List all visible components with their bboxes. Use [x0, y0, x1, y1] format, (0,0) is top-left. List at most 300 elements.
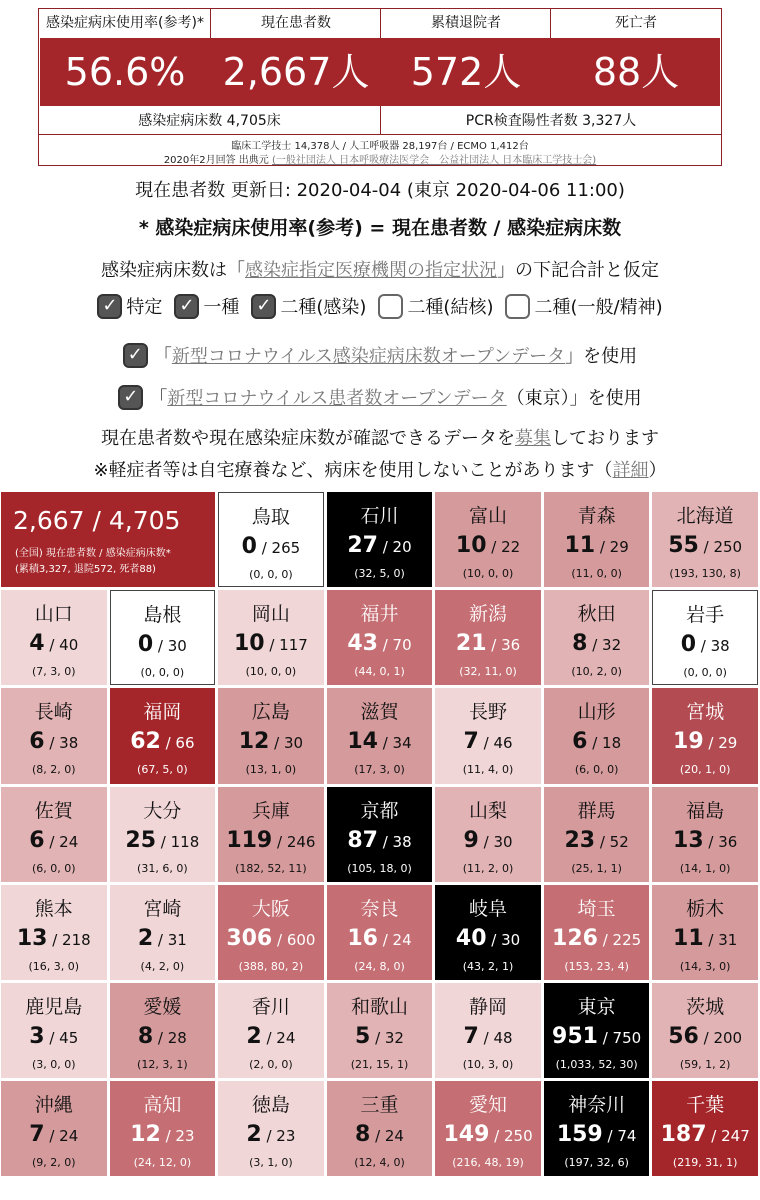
prefecture-tile[interactable]	[218, 983, 324, 1078]
checkbox-label: 一種	[203, 297, 240, 318]
basis-prefix: 感染症病床数は「	[101, 260, 245, 281]
cumulative-discharged-deaths: (193, 130, 8)	[669, 567, 741, 580]
patients-over-beds	[544, 926, 650, 951]
prefecture-name: 熊本	[34, 897, 73, 920]
prefecture-tile[interactable]	[110, 1081, 216, 1176]
prefecture-name: 栃木	[686, 897, 725, 920]
cumulative-discharged-deaths: (6, 0, 0)	[31, 861, 76, 875]
prefecture-name: 北海道	[676, 505, 734, 527]
cumulative-discharged-deaths: (31, 6, 0)	[137, 861, 188, 875]
bed-count: / 30	[478, 832, 513, 851]
patients-over-beds	[327, 926, 433, 951]
patient-opendata-link[interactable]: 新型コロナウイルス患者数オープンデータ	[167, 388, 507, 409]
checkbox-checked-icon[interactable]: ✓	[251, 294, 276, 319]
checkbox-nishu-ippan[interactable]	[505, 293, 662, 319]
current-patients: 10	[455, 533, 487, 558]
bed-count: / 24	[44, 832, 79, 851]
bed-count: / 118	[156, 832, 200, 851]
usage-suffix: 」を使用	[565, 346, 638, 367]
patients-over-beds	[652, 1024, 758, 1049]
checkbox-checked-icon[interactable]: ✓	[174, 294, 199, 319]
home-care-note	[0, 456, 760, 482]
prefecture-tile[interactable]	[435, 492, 541, 587]
prefecture-tile[interactable]	[652, 885, 758, 980]
discharged-value: 572人	[410, 50, 522, 94]
cumulative-discharged-deaths: (32, 11, 0)	[459, 665, 517, 679]
cumulative-discharged-deaths: (0, 0, 0)	[140, 666, 185, 680]
patients-over-beds	[1, 828, 107, 853]
bed-count: / 225	[597, 930, 642, 949]
divider	[39, 134, 721, 135]
current-patients: 149	[443, 1122, 490, 1148]
prefecture-tile[interactable]	[110, 688, 216, 783]
prefecture-tile[interactable]	[327, 787, 433, 882]
divider	[380, 9, 381, 38]
prefecture-tile[interactable]	[435, 885, 541, 980]
prefecture-name: 山梨	[469, 799, 508, 822]
note-suffix: ）	[648, 460, 667, 481]
cumulative-discharged-deaths: (10, 0, 0)	[462, 567, 514, 580]
prefecture-tile[interactable]	[652, 688, 758, 783]
prefecture-tile[interactable]	[544, 885, 650, 980]
patients-over-beds	[435, 828, 541, 853]
patients-over-beds	[110, 1122, 216, 1147]
patients-over-beds	[544, 631, 650, 656]
prefecture-tile[interactable]	[435, 590, 541, 685]
prefecture-tile[interactable]	[435, 688, 541, 783]
patients-over-beds	[327, 1122, 433, 1147]
occupancy-rate-value: 56.6%	[64, 50, 186, 94]
current-patients: 40	[455, 925, 487, 951]
cumulative-discharged-deaths: (11, 2, 0)	[462, 861, 514, 875]
cumulative-discharged-deaths: (9, 2, 0)	[31, 1156, 76, 1170]
cumulative-discharged-deaths: (67, 5, 0)	[137, 763, 188, 777]
current-patients-header: 現在患者数	[211, 10, 381, 36]
current-patients: 9	[463, 827, 479, 853]
usage-suffix: （東京）」を使用	[506, 388, 642, 409]
patients-over-beds	[435, 631, 541, 656]
prefecture-name: 静岡	[469, 996, 508, 1018]
bed-count: / 218	[47, 930, 91, 949]
prefecture-name: 佐賀	[34, 799, 73, 822]
prefecture-name: 島根	[143, 604, 182, 627]
bed-count: / 23	[261, 1127, 296, 1146]
patients-over-beds	[327, 1024, 433, 1049]
prefecture-name: 東京	[577, 996, 616, 1018]
cumulative-discharged-deaths: (0, 0, 0)	[683, 666, 727, 680]
prefecture-name: 千葉	[686, 1094, 725, 1117]
bed-count: / 750	[597, 1029, 642, 1047]
prefecture-tile[interactable]	[218, 787, 324, 882]
patients-over-beds	[218, 1122, 324, 1147]
prefecture-tile[interactable]	[218, 885, 324, 980]
bed-count: / 36	[486, 636, 521, 655]
prefecture-tile[interactable]	[110, 983, 216, 1078]
patients-over-beds	[218, 828, 324, 853]
bed-count: / 30	[153, 637, 187, 656]
current-patients: 8	[572, 631, 588, 657]
current-patients: 951	[552, 1024, 598, 1049]
cumulative-discharged-deaths: (219, 31, 1)	[672, 1156, 738, 1170]
bed-count: / 24	[377, 930, 412, 949]
prefecture-name: 沖縄	[34, 1094, 73, 1117]
prefecture-name: 岐阜	[469, 897, 508, 920]
checkbox-checked-icon[interactable]: ✓	[118, 385, 143, 410]
prefecture-tile[interactable]	[652, 492, 758, 587]
occupancy-rate-header: 感染症病床使用率(参考)*	[39, 10, 211, 36]
prefecture-tile[interactable]	[435, 787, 541, 882]
patients-over-beds	[544, 729, 650, 754]
patients-over-beds	[110, 926, 216, 951]
prefecture-tile[interactable]	[110, 885, 216, 980]
bed-count: / 247	[706, 1127, 750, 1146]
prefecture-name: 埼玉	[577, 897, 616, 920]
current-patients: 4	[29, 631, 45, 657]
national-caption: (全国) 現在患者数 / 感染症病床数*	[15, 548, 171, 559]
cumulative-discharged-deaths: (44, 0, 1)	[354, 665, 405, 679]
current-patients: 6	[572, 729, 588, 755]
cumulative-discharged-deaths: (197, 32, 6)	[564, 1156, 629, 1170]
prefecture-tile[interactable]	[327, 688, 433, 783]
bed-count: / 36	[703, 832, 738, 851]
bed-count: / 48	[478, 1029, 513, 1047]
prefecture-name: 秋田	[577, 603, 616, 626]
current-patients: 126	[552, 925, 598, 951]
prefecture-tile[interactable]	[218, 688, 324, 783]
bed-type-checkboxes	[0, 289, 760, 323]
summary-values-band	[40, 38, 720, 106]
patients-over-beds	[1, 1122, 107, 1147]
basis-suffix: 」の下記合計と仮定	[497, 260, 659, 281]
current-patients: 6	[29, 827, 45, 853]
current-patients: 0	[680, 632, 696, 658]
prefecture-tile[interactable]	[1, 688, 107, 783]
prefecture-name: 福岡	[143, 701, 182, 724]
cumulative-discharged-deaths: (32, 5, 0)	[354, 567, 405, 580]
prefecture-tile[interactable]	[327, 590, 433, 685]
prefecture-name: 大分	[143, 799, 182, 822]
bed-count: / 23	[160, 1127, 195, 1146]
cumulative-discharged-deaths: (14, 3, 0)	[679, 959, 731, 973]
cumulative-discharged-deaths: (17, 3, 0)	[354, 763, 405, 777]
prefecture-tile[interactable]	[218, 492, 324, 587]
cumulative-discharged-deaths: (216, 48, 19)	[452, 1156, 524, 1170]
patients-over-beds	[544, 533, 650, 558]
national-totals: (累積3,327, 退院572, 死者88)	[15, 564, 156, 575]
checkbox-checked-icon[interactable]: ✓	[123, 343, 148, 368]
patients-over-beds	[218, 1024, 324, 1049]
patients-over-beds	[327, 828, 433, 853]
cumulative-discharged-deaths: (105, 18, 0)	[347, 861, 412, 875]
bed-basis-note	[0, 256, 760, 282]
current-patients: 0	[137, 632, 154, 658]
current-patients: 13	[16, 925, 48, 951]
current-patients: 2	[246, 1024, 262, 1049]
checkbox-unchecked-icon[interactable]	[505, 294, 530, 319]
current-patients: 55	[668, 533, 699, 558]
patients-over-beds	[435, 1024, 541, 1049]
formula-note: * 感染症病床使用率(参考) = 現在患者数 / 感染症病床数	[138, 217, 622, 239]
bed-count: / 18	[587, 734, 622, 753]
prefecture-name: 長崎	[34, 701, 73, 724]
prefecture-name: 長野	[469, 701, 508, 724]
bed-count: / 24	[261, 1029, 296, 1047]
bed-count: / 250	[489, 1127, 533, 1146]
bed-count: / 38	[696, 637, 730, 656]
prefecture-name: 兵庫	[251, 799, 290, 822]
current-patients: 306	[226, 925, 273, 951]
current-patients: 7	[463, 729, 479, 755]
national-ratio: 2,667 / 4,705	[13, 506, 181, 535]
prefecture-name: 高知	[143, 1094, 182, 1117]
checkbox-label: 二種(一般/精神)	[534, 297, 663, 318]
current-patients: 12	[238, 729, 270, 755]
checkbox-nishu-kekkaku[interactable]	[378, 293, 493, 319]
patients-over-beds	[327, 533, 433, 558]
designation-status-link[interactable]: 感染症指定医療機関の指定状況	[245, 260, 497, 281]
bed-count: / 38	[44, 734, 79, 753]
bed-opendata-link[interactable]: 新型コロナウイルス感染症病床数オープンデータ	[171, 346, 566, 367]
bed-count: / 32	[587, 636, 622, 655]
prefecture-tile[interactable]	[544, 983, 650, 1078]
cumulative-discharged-deaths: (12, 3, 1)	[137, 1058, 188, 1071]
checkbox-label: 二種(感染)	[280, 297, 367, 318]
details-link[interactable]: 詳細	[612, 460, 649, 481]
bed-count: / 31	[153, 930, 187, 949]
discharged-header: 累積退院者	[381, 10, 551, 36]
prefecture-name: 宮城	[686, 701, 725, 724]
prefecture-tile[interactable]	[1, 1081, 107, 1176]
patients-over-beds	[544, 828, 650, 853]
current-patients: 25	[125, 827, 157, 853]
recruit-link[interactable]: 募集	[515, 428, 551, 449]
prefecture-tile[interactable]	[218, 1081, 324, 1176]
prefecture-name: 山口	[34, 603, 73, 626]
bed-count: / 30	[486, 930, 521, 949]
prefecture-name: 香川	[251, 996, 290, 1018]
national-summary-tile[interactable]	[1, 492, 215, 587]
summary-panel	[38, 8, 722, 166]
prefecture-name: 広島	[251, 701, 290, 724]
current-patients: 62	[130, 729, 161, 755]
prefecture-tile[interactable]	[327, 885, 433, 980]
deaths-header: 死亡者	[551, 10, 721, 36]
deaths-value: 88人	[592, 50, 680, 94]
bracket-open: 「	[153, 346, 172, 367]
bed-count: / 45	[44, 1029, 79, 1047]
current-patients: 8	[354, 1122, 371, 1148]
source-prefix: 2020年2月回答 出典元	[163, 155, 269, 166]
prefecture-tile[interactable]	[544, 590, 650, 685]
prefecture-tile[interactable]	[544, 492, 650, 587]
patients-over-beds	[218, 926, 324, 951]
bed-count: / 22	[486, 538, 521, 556]
bed-count: / 250	[698, 538, 743, 556]
prefecture-tile[interactable]	[1, 885, 107, 980]
cumulative-discharged-deaths: (7, 3, 0)	[31, 665, 76, 679]
checkbox-isshu[interactable]	[174, 293, 239, 319]
prefecture-tile[interactable]	[435, 983, 541, 1078]
recruit-suffix: しております	[551, 428, 659, 449]
prefecture-tile[interactable]	[1, 787, 107, 882]
current-patients: 2	[137, 925, 154, 951]
cumulative-discharged-deaths: (20, 1, 0)	[679, 763, 731, 777]
bed-count: / 30	[269, 734, 304, 753]
cumulative-discharged-deaths: (24, 12, 0)	[133, 1156, 192, 1170]
bracket-open: 「	[149, 388, 168, 409]
cumulative-discharged-deaths: (153, 23, 4)	[564, 959, 629, 973]
prefecture-name: 富山	[469, 505, 508, 527]
cumulative-discharged-deaths: (10, 0, 0)	[245, 665, 297, 679]
cumulative-discharged-deaths: (3, 0, 0)	[31, 1058, 76, 1071]
bed-count: / 24	[44, 1127, 79, 1146]
current-patients: 14	[347, 729, 378, 755]
patients-over-beds	[435, 1122, 541, 1147]
patients-over-beds	[652, 533, 758, 558]
pcr-positive-total: PCR検査陽性者数 3,327人	[465, 113, 637, 129]
patients-over-beds	[652, 1122, 758, 1147]
cumulative-discharged-deaths: (21, 15, 1)	[350, 1058, 409, 1071]
cumulative-discharged-deaths: (13, 1, 0)	[245, 763, 297, 777]
bed-count: / 600	[272, 930, 316, 949]
usage-text	[154, 342, 637, 368]
current-patients: 2	[246, 1122, 262, 1148]
bed-count: / 70	[377, 636, 412, 655]
current-patients: 56	[668, 1024, 699, 1049]
patients-over-beds	[652, 729, 758, 754]
cumulative-discharged-deaths: (11, 4, 0)	[462, 763, 514, 777]
note-prefix: ※軽症者等は自宅療養など、病床を使用しないことがあります（	[93, 460, 613, 481]
prefecture-tile[interactable]	[544, 688, 650, 783]
prefecture-tile[interactable]	[110, 590, 216, 685]
cumulative-discharged-deaths: (59, 1, 2)	[679, 1058, 731, 1071]
current-patients: 87	[347, 827, 378, 853]
patients-over-beds	[219, 534, 323, 559]
cumulative-discharged-deaths: (4, 2, 0)	[140, 959, 185, 973]
prefecture-name: 山形	[577, 701, 616, 724]
bed-opendata-option	[0, 342, 760, 368]
current-patients-value: 2,667人	[222, 50, 370, 94]
prefecture-name: 福島	[686, 799, 725, 822]
update-date: 現在患者数 更新日: 2020-04-04 (東京 2020-04-06 11:00)	[135, 180, 625, 201]
prefecture-name: 愛知	[469, 1094, 508, 1117]
cumulative-discharged-deaths: (14, 1, 0)	[679, 861, 731, 875]
bed-count: / 34	[377, 734, 412, 753]
prefecture-tile[interactable]	[327, 983, 433, 1078]
prefecture-tile[interactable]	[218, 590, 324, 685]
current-patients: 27	[347, 533, 378, 558]
bed-count: / 31	[703, 930, 738, 949]
current-patients: 13	[673, 827, 704, 853]
checkbox-label: 特定	[126, 297, 163, 318]
cumulative-discharged-deaths: (43, 2, 1)	[462, 959, 514, 973]
prefecture-name: 大阪	[251, 897, 290, 920]
bed-count: / 29	[703, 734, 738, 753]
patient-opendata-option	[0, 384, 760, 410]
current-patients: 23	[564, 827, 596, 853]
current-patients: 7	[29, 1122, 45, 1148]
current-patients: 21	[455, 631, 487, 657]
current-patients: 187	[660, 1122, 707, 1148]
cumulative-discharged-deaths: (2, 0, 0)	[249, 1058, 293, 1071]
bed-count: / 29	[595, 538, 629, 556]
bed-count: / 20	[377, 538, 412, 556]
current-patients: 11	[564, 533, 596, 558]
prefecture-name: 三重	[360, 1094, 399, 1117]
infection-beds-total: 感染症病床数 4,705床	[138, 113, 281, 129]
bed-count: / 40	[44, 636, 79, 655]
cumulative-discharged-deaths: (3, 1, 0)	[249, 1156, 293, 1170]
checkbox-tokutei[interactable]	[97, 293, 162, 319]
prefecture-name: 福井	[360, 603, 399, 626]
prefecture-name: 和歌山	[350, 996, 408, 1018]
patients-over-beds	[1, 729, 107, 754]
prefecture-tile[interactable]	[544, 787, 650, 882]
patients-over-beds	[435, 926, 541, 951]
divider	[210, 9, 211, 38]
prefecture-name: 京都	[360, 799, 399, 822]
equipment-line: 臨床工学技士 14,378人 / 人工呼吸器 28,197台 / ECMO 1,412台	[231, 141, 529, 152]
cumulative-discharged-deaths: (182, 52, 11)	[235, 861, 307, 875]
prefecture-tile[interactable]	[327, 492, 433, 587]
prefecture-tile[interactable]	[110, 787, 216, 882]
patients-over-beds	[218, 631, 324, 656]
patients-over-beds	[111, 632, 215, 657]
prefecture-tile[interactable]	[1, 590, 107, 685]
prefecture-tile[interactable]	[652, 787, 758, 882]
current-patients: 19	[673, 729, 704, 755]
prefecture-tile[interactable]	[652, 1081, 758, 1176]
bed-count: / 200	[698, 1029, 743, 1047]
prefecture-tile[interactable]	[652, 983, 758, 1078]
prefecture-tile[interactable]	[1, 983, 107, 1078]
prefecture-name: 愛媛	[143, 996, 182, 1018]
prefecture-tile[interactable]	[652, 590, 758, 685]
current-patients: 3	[29, 1024, 45, 1049]
checkbox-checked-icon[interactable]: ✓	[97, 294, 122, 319]
current-patients: 6	[29, 729, 45, 755]
prefecture-tile[interactable]	[327, 1081, 433, 1176]
usage-text	[149, 384, 641, 410]
prefecture-tile[interactable]	[544, 1081, 650, 1176]
source-line	[39, 151, 721, 166]
current-patients: 12	[130, 1122, 161, 1148]
cumulative-discharged-deaths: (24, 8, 0)	[354, 959, 405, 973]
prefecture-name: 奈良	[360, 897, 399, 920]
prefecture-name: 鹿児島	[25, 996, 83, 1018]
patients-over-beds	[652, 828, 758, 853]
checkbox-unchecked-icon[interactable]	[378, 294, 403, 319]
bed-count: / 38	[377, 832, 412, 851]
patients-over-beds	[1, 1024, 107, 1049]
patients-over-beds	[110, 828, 216, 853]
bed-count: / 246	[272, 832, 316, 851]
patients-over-beds	[435, 729, 541, 754]
prefecture-name: 青森	[577, 505, 616, 527]
prefecture-tile[interactable]	[435, 1081, 541, 1176]
bed-count: / 117	[264, 636, 308, 655]
cumulative-discharged-deaths: (16, 3, 0)	[28, 959, 80, 973]
source-link[interactable]: (一般社団法人 日本呼吸療法医学会 公益社団法人 日本臨床工学技士会)	[272, 155, 597, 166]
bed-count: / 46	[478, 734, 513, 753]
patients-over-beds	[110, 729, 216, 754]
prefecture-name: 岡山	[251, 603, 290, 626]
checkbox-nishu-kansen[interactable]	[251, 293, 366, 319]
prefecture-grid	[0, 492, 760, 1198]
bed-count: / 32	[370, 1029, 404, 1047]
current-patients: 43	[347, 631, 378, 657]
cumulative-discharged-deaths: (10, 2, 0)	[571, 665, 622, 679]
